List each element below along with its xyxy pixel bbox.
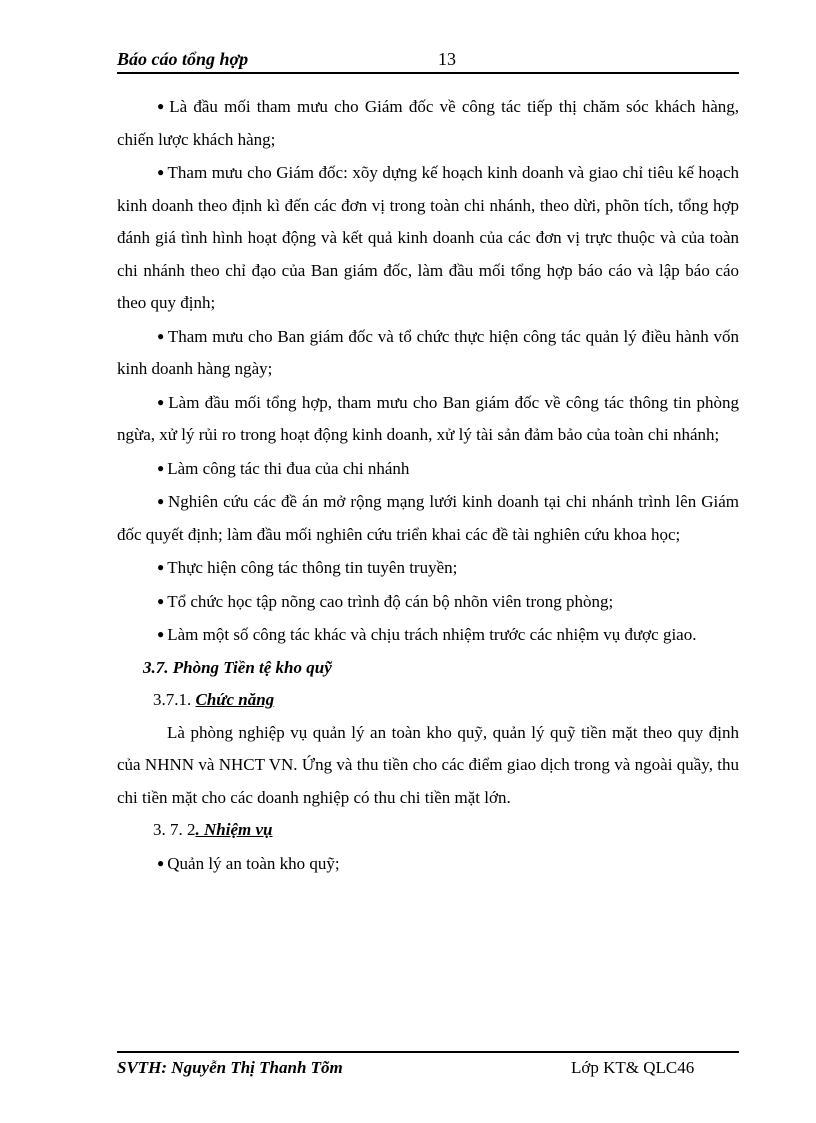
bullet-item [117,90,739,156]
bullet-text: Tham mưu cho Giám đốc: xõy dựng kế hoạch kinh doanh và giao chỉ tiêu kế hoạch kinh doanh theo định kì đến các đơn vị trong toàn chi nhánh, theo dừi, phõn tích, tổng hợp đánh giá tình hình hoạt động và kết quả kinh doanh của các đơn vị trực thuộc và của toàn chi nhánh theo chỉ đạo của Ban giám đốc, làm đầu mối tổng hợp báo cáo và lập báo cáo theo quy định; [117,163,739,312]
subsection-heading-duties [117,814,739,847]
paragraph-functions: Là phòng nghiệp vụ quản lý an toàn kho quỹ, quản lý quỹ tiền mặt theo quy định của NHNN và NHCT VN. Ứng và thu tiền cho các điểm giao dịch trong và ngoài quầy, thu chi tiền mặt cho các doanh nghiệp có thu chi tiền mặt lớn. [117,722,739,807]
page-footer [117,1051,739,1083]
bullet-icon: ● [157,165,165,179]
page-header [117,46,739,74]
page-number: 13 [438,49,456,69]
subsection-title: . Nhiệm vụ [195,820,273,839]
bullet-text: Nghiên cứu các đề án mở rộng mạng lưới kinh doanh tại chi nhánh trình lên Giám đốc quyết định; làm đầu mối nghiên cứu triển khai các đề tài nghiên cứu khoa học; [117,492,740,544]
bullet-text: Tổ chức học tập nõng cao trình độ cán bộ nhõn viên trong phòng; [167,591,614,611]
document-body [117,90,739,880]
subsection-number: 3. 7. 2 [153,820,196,839]
bullet-icon: ● [157,99,167,113]
subsection-number: 3.7.1. [153,690,196,709]
bullet-item [117,618,739,652]
bullet-icon: ● [157,593,165,608]
bullet-icon: ● [157,627,165,641]
bullet-text: Quản lý an toàn kho quỹ; [167,853,340,873]
footer-author: SVTH: Nguyễn Thị Thanh Tõm [117,1058,343,1077]
bullet-text: Làm công tác thi đua của chi nhánh [167,458,410,478]
subsection-heading-functions [117,684,739,717]
footer-class: Lớp KT& QLC46 [571,1058,695,1077]
bullet-item [117,585,739,619]
bullet-item [117,320,739,386]
bullet-item [117,386,739,452]
bullet-item [117,551,739,585]
bullet-item [117,156,739,320]
section-heading: 3.7. Phòng Tiền tệ kho quỹ [143,657,332,677]
bullet-item [117,452,739,486]
bullet-icon: ● [157,328,165,343]
bullet-item [117,485,739,551]
bullet-icon: ● [157,394,166,409]
bullet-item [117,847,739,881]
bullet-icon: ● [157,494,166,508]
bullet-icon: ● [157,855,165,870]
bullet-text: Làm một số công tác khác và chịu trách nhiệm trước các nhiệm vụ được giao. [167,625,697,644]
bullet-text: Thực hiện công tác thông tin tuyên truyền; [167,558,458,577]
bullet-icon: ● [157,460,165,475]
bullet-text: Tham mưu cho Ban giám đốc và tổ chức thực hiện công tác quản lý điều hành vốn kinh doanh hàng ngày; [117,326,740,378]
bullet-icon: ● [157,560,165,574]
bullet-text: Là đầu mối tham mưu cho Giám đốc về công tác tiếp thị chăm sóc khách hàng, chiến lược khách hàng; [117,97,739,149]
bullet-text: Làm đầu mối tổng hợp, tham mưu cho Ban giám đốc về công tác thông tin phòng ngừa, xử lý rủi ro trong hoạt động kinh doanh, xử lý tài sản đảm bảo của toàn chi nhánh; [117,392,740,444]
subsection-title: Chức năng [195,690,275,709]
header-title: Báo cáo tổng hợp [117,49,249,69]
